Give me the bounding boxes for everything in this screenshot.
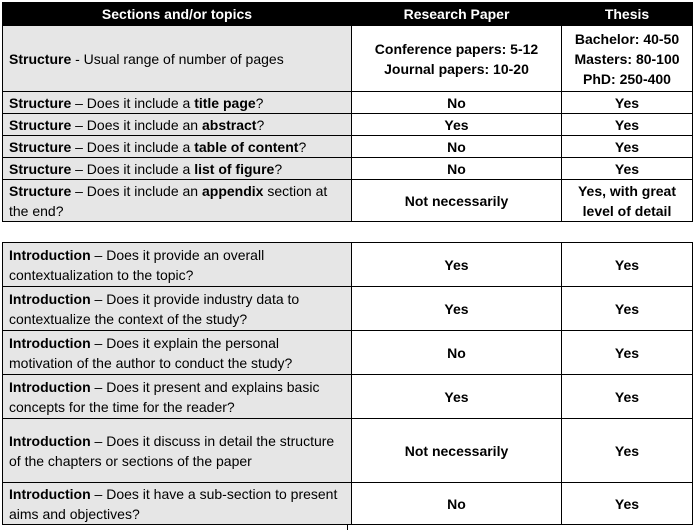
thesis-value: Masters: 80-100 <box>574 50 680 67</box>
table-row <box>3 287 693 331</box>
thesis-cell <box>562 92 693 114</box>
topic-prefix: Structure <box>9 116 72 133</box>
research-paper-value: No <box>447 94 466 111</box>
thesis-cell <box>562 136 693 158</box>
table-row <box>3 375 693 419</box>
topic-text: – Does it include a <box>71 160 195 177</box>
research-paper-value: No <box>447 138 466 155</box>
topic-prefix: Introduction <box>9 485 91 502</box>
topic-prefix: Structure <box>9 50 72 67</box>
thesis-cell <box>562 26 693 92</box>
thesis-cell: Yes <box>562 419 693 483</box>
research-paper-cell: Yes <box>352 243 562 287</box>
topic-text: – Does it provide an overall contextualization to the topic? <box>9 246 265 283</box>
research-paper-value: Yes <box>444 116 469 133</box>
topic-cell <box>3 483 352 525</box>
research-paper-cell: Yes <box>352 375 562 419</box>
thesis-cell: Yes <box>562 331 693 375</box>
research-paper-value: Journal papers: 10-20 <box>384 60 529 77</box>
table-row <box>3 331 693 375</box>
research-paper-cell <box>352 92 562 114</box>
topic-text-end: ? <box>274 160 283 177</box>
structure-comparison-table <box>2 2 693 222</box>
topic-prefix: Introduction <box>9 334 91 351</box>
thesis-value: Bachelor: 40-50 <box>574 30 680 47</box>
topic-cell <box>3 92 352 114</box>
research-paper-value: Not necessarily <box>404 192 509 209</box>
research-paper-cell <box>352 26 562 92</box>
topic-text: – Does it discuss in detail the structure of the chapters or sections of the paper <box>9 432 335 469</box>
topic-prefix: Introduction <box>9 432 91 449</box>
research-paper-cell: No <box>352 483 562 525</box>
topic-cell <box>3 419 352 483</box>
header-row <box>3 3 693 26</box>
header-sections-topics: Sections and/or topics <box>3 3 352 26</box>
topic-prefix: Structure <box>9 182 72 199</box>
thesis-value: PhD: 250-400 <box>583 70 671 87</box>
topic-text: – Does it present and explains basic concepts for the time for the reader? <box>9 378 320 415</box>
research-paper-value: No <box>447 160 466 177</box>
topic-text-end: ? <box>298 138 307 155</box>
topic-prefix: Introduction <box>9 246 91 263</box>
thesis-cell <box>562 180 693 222</box>
topic-cell <box>3 136 352 158</box>
topic-keyword: appendix <box>201 182 264 199</box>
topic-cell <box>3 114 352 136</box>
topic-cell <box>3 158 352 180</box>
research-paper-cell <box>352 114 562 136</box>
topic-cell <box>3 375 352 419</box>
research-paper-cell <box>352 180 562 222</box>
research-paper-cell: No <box>352 331 562 375</box>
topic-keyword: table of content <box>194 138 299 155</box>
topic-cell <box>3 180 352 222</box>
topic-keyword: abstract <box>201 116 257 133</box>
table-row <box>3 114 693 136</box>
thesis-value: Yes <box>614 160 640 177</box>
topic-keyword: list of figure <box>194 160 275 177</box>
topic-text-end: ? <box>256 116 265 133</box>
topic-prefix: Introduction <box>9 290 91 307</box>
topic-prefix: Structure <box>9 160 72 177</box>
header-research-paper: Research Paper <box>352 3 562 26</box>
topic-cell <box>3 243 352 287</box>
topic-text-end: ? <box>255 94 264 111</box>
thesis-cell <box>562 158 693 180</box>
topic-text: – Does it include a <box>71 94 195 111</box>
topic-prefix: Introduction <box>9 378 91 395</box>
table-row <box>3 158 693 180</box>
topic-text: – Does it include a <box>71 138 195 155</box>
topic-prefix: Structure <box>9 94 72 111</box>
topic-cell <box>3 331 352 375</box>
thesis-cell: Yes <box>562 287 693 331</box>
topic-text: - Usual range of number of pages <box>71 50 284 67</box>
thesis-cell <box>562 114 693 136</box>
research-paper-value: Conference papers: 5-12 <box>374 40 539 57</box>
table-row <box>3 180 693 222</box>
thesis-value: Yes <box>614 116 640 133</box>
topic-cell <box>3 26 352 92</box>
topic-text: – Does it include an <box>71 116 202 133</box>
table-row <box>3 26 693 92</box>
topic-text: – Does it explain the personal motivation of the author to conduct the study? <box>9 334 293 371</box>
thesis-cell: Yes <box>562 483 693 525</box>
topic-text: – Does it have a sub-section to present aims and objectives? <box>9 485 338 522</box>
thesis-value: Yes <box>614 138 640 155</box>
introduction-comparison-table <box>2 242 693 525</box>
thesis-cell: Yes <box>562 375 693 419</box>
topic-text-end: section at the end? <box>9 182 328 219</box>
header-thesis: Thesis <box>562 3 693 26</box>
topic-keyword: title page <box>194 94 256 111</box>
topic-cell <box>3 287 352 331</box>
table-row <box>3 483 693 525</box>
topic-text: – Does it include an <box>71 182 202 199</box>
thesis-cell: Yes <box>562 243 693 287</box>
research-paper-cell <box>352 136 562 158</box>
table-border-fragment <box>347 524 348 530</box>
topic-prefix: Structure <box>9 138 72 155</box>
research-paper-cell: Yes <box>352 287 562 331</box>
table-row <box>3 419 693 483</box>
research-paper-cell: Not necessarily <box>352 419 562 483</box>
research-paper-cell <box>352 158 562 180</box>
thesis-value: Yes, with great <box>577 182 677 199</box>
thesis-value: Yes <box>614 94 640 111</box>
thesis-value: level of detail <box>582 202 672 219</box>
table-row <box>3 136 693 158</box>
table-row <box>3 92 693 114</box>
table-row <box>3 243 693 287</box>
topic-text: – Does it provide industry data to contextualize the context of the study? <box>9 290 300 327</box>
